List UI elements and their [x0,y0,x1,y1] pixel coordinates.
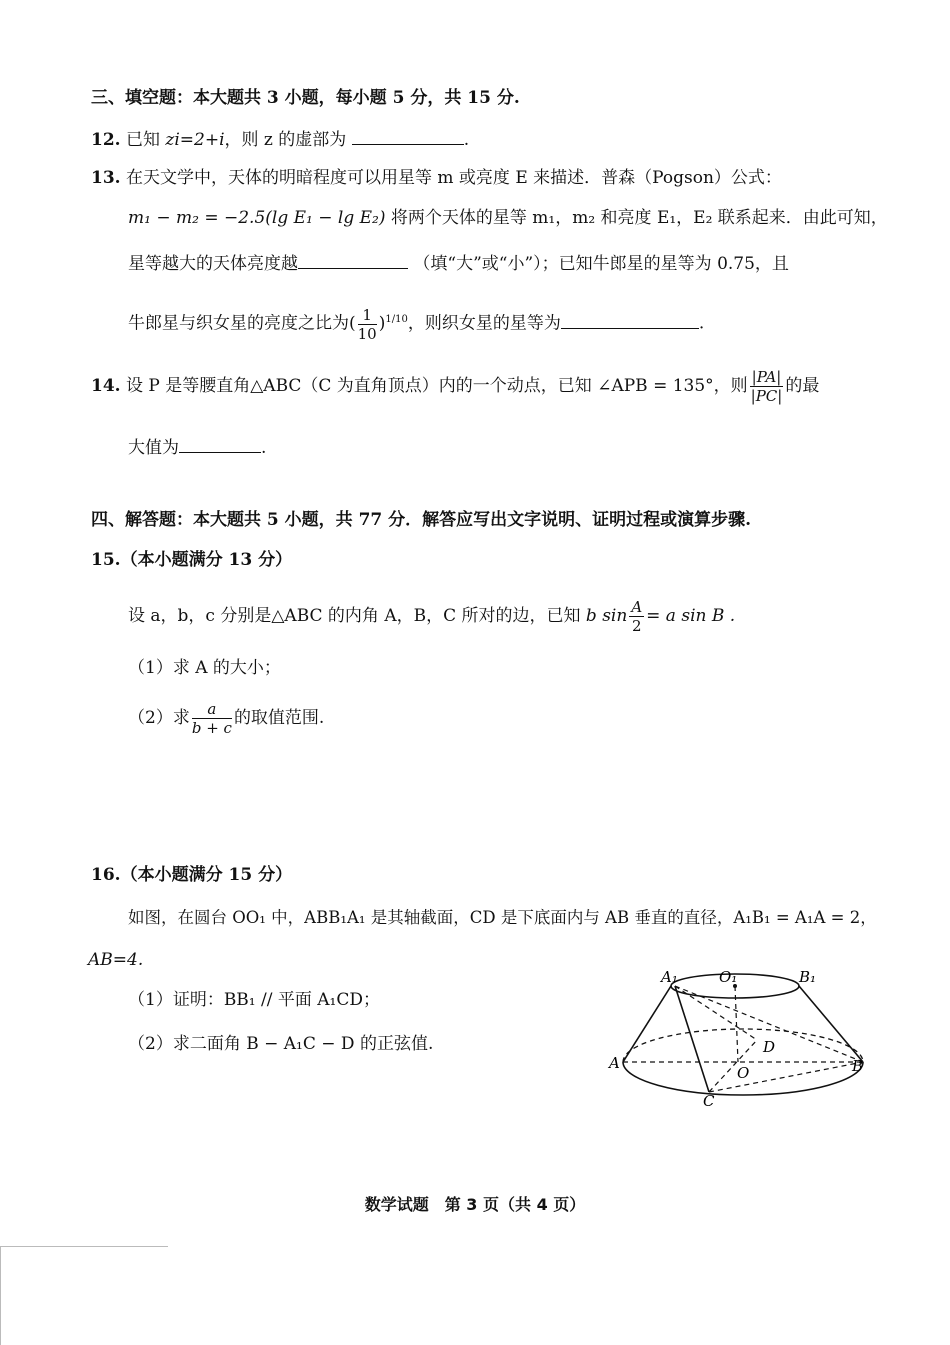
question-14-line-1 [91,364,819,408]
q15-ratio-numerator: a [192,700,232,719]
question-14-line-2 [128,434,266,460]
q15-fraction-numerator: A [631,598,643,616]
q15-ratio-denominator: b + c [191,719,232,737]
q13-line3-pre: 星等越大的天体亮度越 [128,254,298,274]
q16-part-2: （2）求二面角 B − A₁C − D 的正弦值. [128,1034,434,1054]
q12-post: ，则 z 的虚部为 [224,130,347,150]
label-o: O [737,1064,750,1082]
question-13-line-4: 牛郎星与织女星的亮度之比为( $\frac{1}{10}$ )$^{1/10}$，则织女星的星等为 . [128,305,705,343]
q16-title: 16.（本小题满分 15 分） [91,865,293,885]
q14-line2-end: . [261,438,267,458]
q15-part2-pre: （2）求 [128,708,190,728]
q15-stem-pre: 设 a，b，c 分别是△ABC 的内角 A，B，C 所对的边，已知 [128,606,586,626]
q13-fraction-denominator: 10 [357,324,377,343]
q16-part-1: （1）证明：BB₁ // 平面 A₁CD； [128,990,381,1010]
label-o1: O₁ [719,968,738,986]
q13-number: 13. [91,168,121,188]
label-d: D [763,1038,776,1056]
question-13-line-2 [128,206,888,230]
q12-number: 12. [91,130,121,150]
q13-answer-blank-2 [561,310,699,329]
q13-line4-end: . [698,313,705,334]
q15-fraction-denominator: 2 [631,617,642,635]
q14-number: 14. [91,376,121,396]
q15-stem-b: b sin [585,606,628,626]
slant-side-left [623,986,671,1062]
q16-line-2: AB=4. [88,950,144,970]
q13-line3-post: （填“大”或“小”）；已知牛郎星的星等为 0.75，且 [413,254,789,274]
q14-fraction-numerator: |PA| [751,368,782,386]
q13-formula: m₁ − m₂ = −2.5(lg E₁ − lg E₂) [128,208,386,228]
q13-line1: 在天文学中，天体的明暗程度可以用星等 m 或亮度 E 来描述．普森（Pogson）公式： [125,168,782,188]
label-a1: A₁ [661,968,678,986]
scan-edge-line-vertical [0,1246,1,1345]
q15-ratio-fraction [192,700,232,737]
label-a: A [609,1054,620,1072]
q12-answer-blank [352,126,464,145]
scan-edge-line [0,1246,168,1247]
label-b1: B₁ [799,968,817,986]
q13-fraction-numerator: 1 [358,306,377,325]
question-13-line-1 [91,166,782,190]
slant-side-right [799,986,863,1062]
q14-line2-pre: 大值为 [128,438,179,458]
section-4-heading: 四、解答题：本大题共 5 小题，共 77 分．解答应写出文字说明、证明过程或演算步骤. [91,510,752,530]
q16-line-1: 如图，在圆台 OO₁ 中，ABB₁A₁ 是其轴截面，CD 是下底面内与 AB 垂直的直径，A₁B₁ = A₁A = 2， [128,908,877,927]
q15-part-2 [128,698,324,738]
bottom-base-back-arc [623,1029,863,1062]
question-13-line-3 [128,250,789,276]
q15-half-angle-fraction [629,598,644,635]
question-12 [91,126,469,152]
q13-line2-rest: 将两个天体的星等 m₁，m₂ 和亮度 E₁，E₂ 联系起来．由此可知， [390,208,888,228]
q12-equation: zi=2+i [165,130,225,150]
frustum-figure [605,960,875,1110]
q15-part-1: （1）求 A 的大小； [128,658,281,678]
q14-line1-pre: 设 P 是等腰直角△ABC（C 为直角顶点）内的一个动点，已知 ∠APB = 135°，则 [125,376,748,396]
q15-stem-post: = a sin B . [646,606,736,626]
q13-line4-mid: ，则织女星的星等为 [407,313,561,334]
q14-line1-post: 的最 [785,376,820,396]
q14-fraction [750,368,784,405]
page-footer: 数学试题 第 3 页（共 4 页） [364,1195,586,1214]
label-c: C [703,1092,715,1110]
q13-answer-blank-1 [298,250,408,269]
q15-title: 15.（本小题满分 13 分） [91,550,293,570]
segment-c-d [709,1040,757,1092]
q13-exponent: 1/10 [385,314,408,325]
q13-line4-pre: 牛郎星与织女星的亮度之比为 [128,313,349,334]
q14-answer-blank [179,434,261,453]
section-3-heading: 三、填空题：本大题共 3 小题，每小题 5 分，共 15 分. [91,88,520,108]
q12-pre: 已知 [125,130,166,150]
q14-fraction-denominator: |PC| [750,387,783,405]
segment-a1-c [675,986,709,1092]
q12-end: . [463,130,470,150]
segment-c-b [709,1062,863,1092]
label-b: B [852,1057,864,1075]
q15-stem [128,596,735,636]
q13-fraction [358,306,377,343]
q15-part2-post: 的取值范围. [233,708,325,728]
